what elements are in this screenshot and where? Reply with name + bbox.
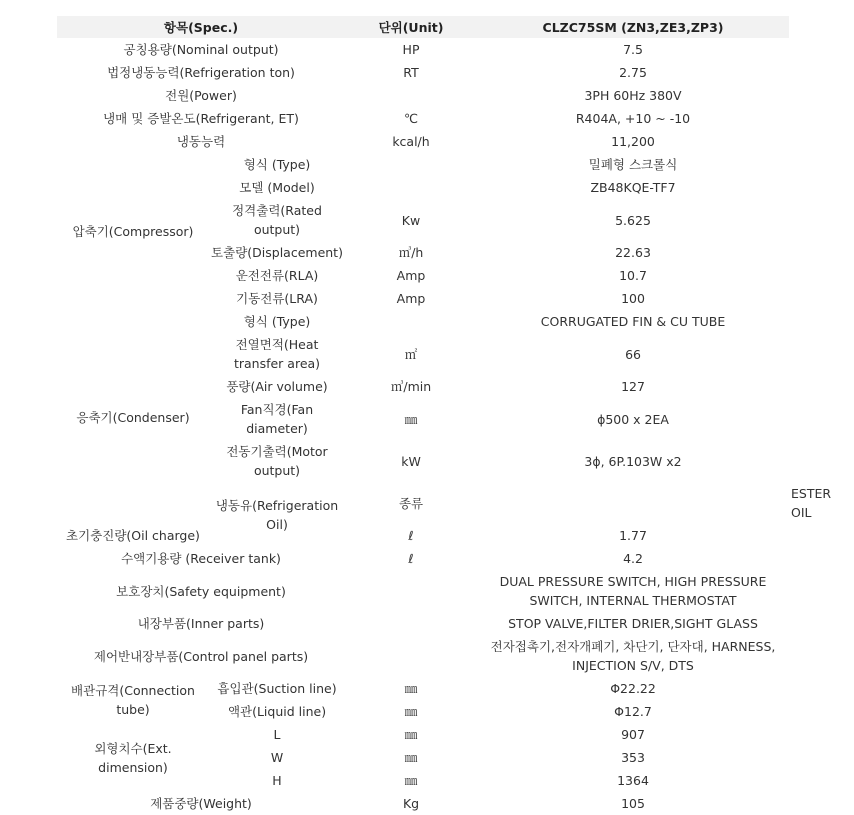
row-unit: ℓ [408,551,414,566]
header-spec: 항목(Spec.) [57,16,345,38]
row-value: 밀폐형 스크롤식 [588,157,678,172]
row-label: 형식 (Type) [243,157,311,172]
table-row [57,84,789,107]
row-unit: Amp [396,291,426,306]
row-value: 66 [625,346,641,362]
header-unit: 단위(Unit) [345,16,477,38]
row-unit [345,176,477,199]
row-unit: ㎜ [404,681,418,696]
row-unit: ㎜ [404,773,418,788]
row-value: 5.625 [615,212,651,228]
row-label: 풍량(Air volume) [226,379,328,394]
row-unit [477,482,789,524]
spec-table [57,16,832,815]
row-value: STOP VALVE,FILTER DRIER,SIGHT GLASS [508,616,758,631]
row-unit [345,635,477,677]
row-value: DUAL PRESSURE SWITCH, HIGH PRESSURE SWITCH, INTERNAL THERMOSTAT [499,574,767,608]
row-unit: ℓ [408,528,414,543]
row-unit: kcal/h [392,134,430,149]
table-row [57,792,789,815]
row-value: CORRUGATED FIN & CU TUBE [540,314,726,329]
row-label: 기동전류(LRA) [236,291,318,306]
row-label: 모델 (Model) [239,180,315,195]
row-label: 액관(Liquid line) [227,704,327,719]
row-value: 4.2 [623,551,643,566]
row-value: 127 [621,379,645,394]
row-label: 냉매 및 증발온도(Refrigerant, ET) [103,111,299,126]
row-value: 1364 [617,773,649,788]
group-label-connection: 배관규격(Connection tube) [71,683,195,717]
table-row [57,310,789,333]
table-row [57,547,789,570]
row-unit: RT [403,65,419,80]
row-label: 초기충진량(Oil charge) [66,528,200,543]
row-value: 100 [621,291,645,306]
row-label: 종류 [398,495,424,511]
row-unit: ㎜ [404,727,418,742]
row-unit: ㎥/h [398,245,424,260]
row-label: 제품중량(Weight) [150,796,252,811]
row-unit: ㎜ [404,411,418,427]
row-value: 11,200 [611,134,655,149]
table-row [57,107,789,130]
row-value: 3PH 60Hz 380V [584,88,682,103]
header-row [57,16,789,38]
row-value: 353 [621,750,645,765]
group-label-dimension: 외형치수(Ext. dimension) [94,740,172,775]
table-row [57,723,789,746]
row-value: 7.5 [623,42,643,57]
row-unit: Kw [401,212,421,228]
row-unit: ℃ [403,111,419,126]
row-label: 전원(Power) [165,88,237,103]
row-label: L [273,727,281,742]
row-value: 1.77 [619,528,647,543]
row-label: 정격출력(Rated output) [232,203,322,237]
row-value: 전자접촉기,전자개폐기, 차단기, 단자대, HARNESS, INJECTION S/V, DTS [490,639,776,673]
row-label: 수액기용량 (Receiver tank) [121,551,281,566]
row-label: W [270,750,284,765]
row-label: 내장부품(Inner parts) [137,616,265,631]
row-label: 운전전류(RLA) [235,268,319,283]
row-value: 907 [621,727,645,742]
row-value: Φ12.7 [614,704,652,719]
table-row [57,635,789,677]
table-row [57,524,789,547]
header-model: CLZC75SM (ZN3,ZE3,ZP3) [477,16,789,38]
row-unit: Amp [396,268,426,283]
row-label: 토출량(Displacement) [211,245,343,260]
table-row [57,570,789,612]
row-value: 105 [621,796,645,811]
row-label: 흡입관(Suction line) [217,681,337,696]
row-label: 냉동능력 [176,134,226,149]
row-unit [345,612,477,635]
row-unit: HP [402,42,420,57]
row-value: ϕ500 x 2EA [597,411,669,427]
row-label: 공칭용량(Nominal output) [123,42,279,57]
row-unit [345,84,477,107]
row-label: 보호장치(Safety equipment) [116,583,286,599]
row-unit: Kg [402,796,420,811]
table-row [57,61,789,84]
row-label: Fan직경(Fan diameter) [240,402,314,436]
row-unit: ㎡ [404,346,418,362]
table-row [57,153,789,176]
row-value: 22.63 [615,245,651,260]
group-label-compressor: 압축기(Compressor) [72,224,194,239]
row-value: 2.75 [619,65,647,80]
row-unit [345,310,477,333]
table-row [57,612,789,635]
row-label: H [272,773,282,788]
table-row [57,130,789,153]
table-row [57,677,789,700]
row-unit: ㎥/min [390,379,432,394]
row-unit [345,153,477,176]
row-label: 제어반내장부품(Control panel parts) [93,648,309,664]
group-label-condenser: 응축기(Condenser) [76,409,190,425]
row-value: Φ22.22 [610,681,656,696]
row-unit: kW [401,453,421,469]
row-label: 법정냉동능력(Refrigeration ton) [107,65,295,80]
row-value: R404A, +10 ~ -10 [575,111,691,126]
row-label: 형식 (Type) [243,314,311,329]
row-unit: ㎜ [404,704,418,719]
group-label-oil: 냉동유(Refrigeration Oil) [215,497,339,532]
row-unit: ㎜ [404,750,418,765]
row-value: 3ϕ, 6P.103W x2 [584,453,682,469]
table-row: 냉동유(Refrigeration Oil) 종류 ESTER OIL [57,482,789,524]
row-value: ZB48KQE-TF7 [590,180,676,195]
row-label: 전동기출력(Motor output) [226,444,328,478]
table-row [57,38,789,61]
row-unit [345,570,477,612]
row-label: 전열면적(Heat transfer area) [233,337,321,371]
row-value: 10.7 [619,268,647,283]
